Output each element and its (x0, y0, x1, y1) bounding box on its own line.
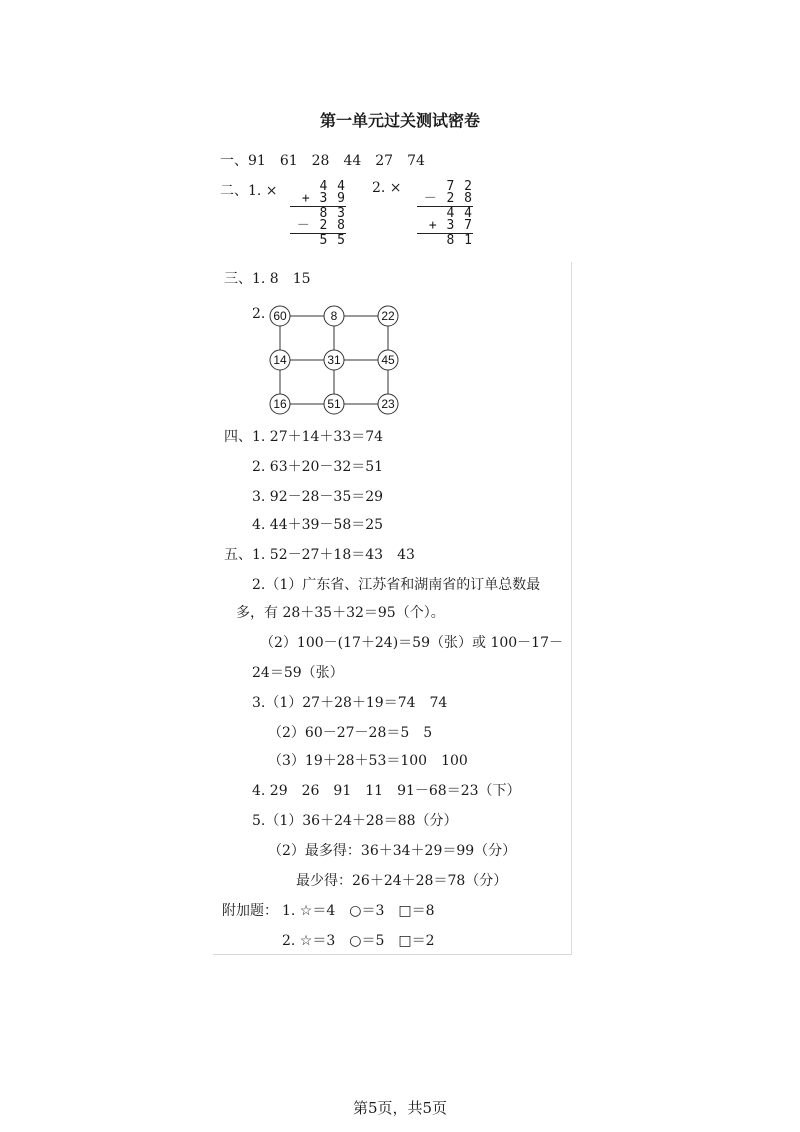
node-value: 14 (273, 353, 287, 367)
answer-line: 2. 63＋20－32＝51 (252, 459, 384, 475)
node-value: 22 (381, 309, 395, 323)
answer-line: 2.（1）广东省、江苏省和湖南省的订单总数最 (252, 577, 541, 593)
answer-line: 多，有 28＋35＋32＝95（个）。 (236, 605, 445, 621)
grid-node (324, 306, 344, 326)
answer-line: 最少得：26＋24＋28＝78（分） (296, 873, 508, 889)
section-number: 三、 (224, 271, 252, 287)
section-number: 一、 (220, 153, 248, 169)
grid-node (324, 394, 344, 414)
grid-node (270, 306, 290, 326)
grid-node (270, 350, 290, 370)
question-2-label: 2. (252, 306, 266, 322)
section-1 (220, 150, 425, 170)
vertical-calculation-1 (290, 181, 346, 247)
node-value: 51 (327, 397, 341, 411)
answer-line: 1. 27＋14＋33＝74 (252, 429, 384, 445)
calc-line: + 3 7 (428, 218, 473, 233)
answer-line: （2）100－(17＋24)＝59（张）或 100－17－ (260, 635, 563, 651)
answer-text: 91 61 28 44 27 74 (248, 153, 425, 169)
section-4-label: 四、 (224, 429, 252, 445)
answer-line: 4. 29 26 91 11 91－68＝23（下） (252, 783, 521, 799)
calc-line: 4 4 (446, 206, 473, 221)
grid-node (378, 394, 398, 414)
calc-line: 7 2 (446, 179, 473, 194)
section-5-label: 五、 (224, 547, 252, 563)
calc-line: － 2 8 (296, 218, 346, 233)
calc-line: 8 3 (319, 206, 346, 221)
vertical-calculation-2 (417, 181, 473, 247)
question-2-label: 2. × (372, 180, 402, 196)
answer-line: 1. ☆＝4 ○＝3 □＝8 (282, 903, 435, 919)
section-number: 二、 (220, 183, 248, 199)
answer-line: 2. ☆＝3 ○＝5 □＝2 (282, 933, 435, 949)
answer-line: 1. 52－27＋18＝43 43 (252, 547, 415, 563)
node-value: 16 (273, 397, 287, 411)
calc-line: － 2 8 (423, 191, 473, 206)
answer-text: 1. 8 15 (252, 271, 311, 287)
grid-node (378, 350, 398, 370)
node-value: 45 (381, 353, 395, 367)
answer-line: （2）最多得：36＋34＋29＝99（分） (268, 843, 517, 859)
answer-line: 4. 44＋39－58＝25 (252, 517, 384, 533)
grid-node (324, 350, 344, 370)
node-value: 8 (330, 309, 338, 323)
answer-line: 3.（1）27＋28＋19＝74 74 (252, 695, 448, 711)
section-3 (224, 268, 311, 288)
bonus-label: 附加题： (222, 903, 278, 919)
number-grid-diagram (260, 300, 400, 416)
answer-line: （3）19＋28＋53＝100 100 (268, 753, 468, 769)
node-value: 31 (327, 353, 341, 367)
answer-line: 3. 92－28－35＝29 (252, 489, 384, 505)
question-1-label: 1. × (248, 183, 278, 199)
grid-node (378, 306, 398, 326)
answer-line: （2）60－27－28＝5 5 (268, 725, 433, 741)
node-value: 60 (273, 309, 287, 323)
answer-line: 24＝59（张） (252, 665, 344, 681)
answer-line: 5.（1）36＋24＋28＝88（分） (252, 813, 458, 829)
calc-line: 5 5 (319, 233, 346, 248)
calc-line: 4 4 (319, 179, 346, 194)
calc-line: 8 1 (446, 233, 473, 248)
calc-line: + 3 9 (301, 191, 346, 206)
grid-node (270, 394, 290, 414)
section-2-label (220, 180, 278, 200)
page-number: 第5页，共5页 (352, 1099, 448, 1117)
page-title: 第一单元过关测试密卷 (319, 111, 480, 130)
node-value: 23 (381, 397, 395, 411)
